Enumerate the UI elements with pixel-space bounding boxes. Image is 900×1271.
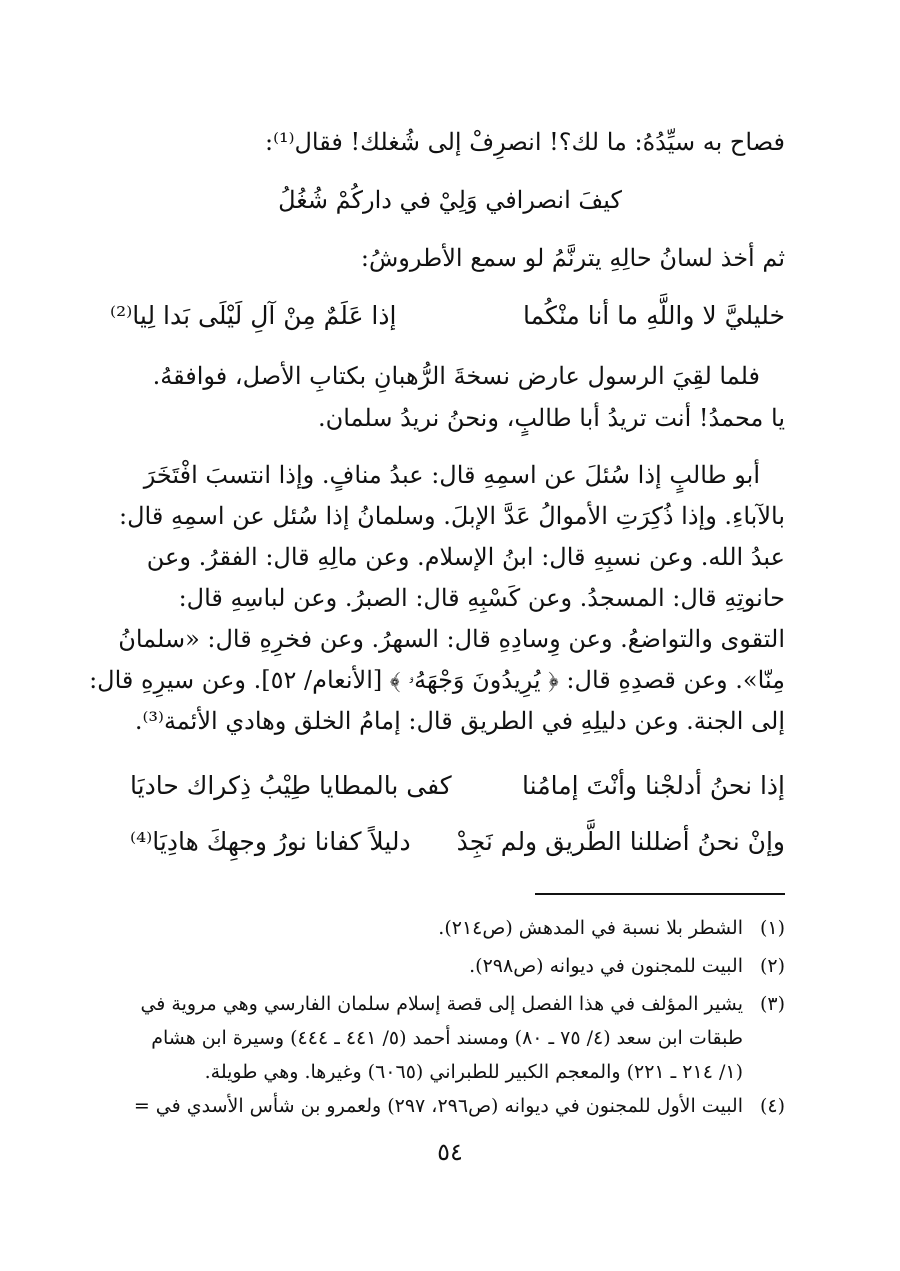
text-line: فلما لقِيَ الرسول عارض نسخةَ الرُّهبانِ بكتابِ الأصل، فوافقهُ. [152, 362, 760, 390]
footnote-separator [535, 893, 785, 895]
text-line: فصاح به سيِّدُهُ: ما لك؟! انصرِفْ إلى شُغلك! فقال⁽¹⁾: [264, 128, 785, 156]
footnote-continuation: (١/ ٢١٤ ـ ٢٢١) والمعجم الكبير للطبراني (٦٠٦٥) وغيرها. وهي طويلة. [204, 1061, 743, 1083]
verse-hemistich-right: وإنْ نحنُ أضللنا الطَّريق ولم نَجِدْ [456, 827, 785, 856]
verse-hemistich-left: إذا عَلَمٌ مِنْ آلِ لَيْلَى بَدا لِيا⁽²⁾ [110, 301, 397, 330]
footnote-number: (٤) [759, 1095, 785, 1117]
footnote-text: البيت للمجنون في ديوانه (ص٢٩٨). [469, 955, 743, 977]
text-line: ثم أخذ لسانُ حالِهِ يترنَّمُ لو سمع الأطروشُ: [360, 244, 785, 272]
text-line: حانوتِهِ قال: المسجدُ. وعن كَسْبِهِ قال: الصبرُ. وعن لباسِهِ قال: [178, 584, 785, 612]
verse-hemistich-left: كفى بالمطايا طِيْبُ ذِكراك حاديَا [130, 771, 452, 800]
footnote-text: الشطر بلا نسبة في المدهش (ص٢١٤). [438, 917, 743, 939]
text-line: أبو طالبٍ إذا سُئلَ عن اسمِهِ قال: عبدُ منافٍ. وإذا انتسبَ افْتَخَرَ [143, 461, 760, 489]
footnote-continuation: طبقات ابن سعد (٤/ ٧٥ ـ ٨٠) ومسند أحمد (٥/ ٤٤١ ـ ٤٤٤) وسيرة ابن هشام [151, 1027, 743, 1049]
verse-hemistich-right: خليليَّ لا واللَّهِ ما أنا منْكُما [522, 301, 785, 330]
text-line: مِنّا». وعن قصدِهِ قال: ﴿ يُرِيدُونَ وَجْهَهُۥ ﴾ [الأنعام/ ٥٢]. وعن سيرِهِ قال: [89, 666, 785, 694]
footnote [110, 1090, 785, 1122]
text-line: إلى الجنة. وعن دليلِهِ في الطريق قال: إمامُ الخلق وهادي الأئمة⁽³⁾. [134, 707, 785, 735]
footnote-number: (٢) [759, 955, 785, 977]
footnote-number: (١) [759, 917, 785, 939]
verse-hemistich-right: إذا نحنُ أدلجْنا وأنْتَ إمامُنا [522, 771, 785, 800]
footnote-text: يشير المؤلف في هذا الفصل إلى قصة إسلام سلمان الفارسي وهي مروية في [140, 993, 743, 1015]
verse-hemistich: كيفَ انصرافي وَلِيْ في داركُمْ شُغُلُ [278, 186, 622, 214]
footnote [110, 912, 785, 944]
footnote-text: البيت الأول للمجنون في ديوانه (ص٢٩٦، ٢٩٧) ولعمرو بن شأس الأسدي في = [133, 1095, 743, 1117]
footnote [110, 988, 785, 1020]
text-line: بالآباءِ. وإذا ذُكِرَتِ الأموالُ عَدَّ الإبلَ. وسلمانُ إذا سُئل عن اسمِهِ قال: [119, 502, 785, 530]
verse-hemistich-left: دليلاً كفانا نورُ وجهِكَ هادِيَا⁽⁴⁾ [130, 827, 411, 856]
footnote-number: (٣) [759, 993, 785, 1015]
footnote [110, 950, 785, 982]
text-line: عبدُ الله. وعن نسبِهِ قال: ابنُ الإسلام. وعن مالِهِ قال: الفقرُ. وعن [146, 543, 785, 571]
page-number: ٥٤ [437, 1138, 463, 1166]
text-line: يا محمدُ! أنت تريدُ أبا طالبٍ، ونحنُ نريدُ سلمان. [317, 404, 785, 432]
text-line: التقوى والتواضعُ. وعن وِسادِهِ قال: السهرُ. وعن فخرِهِ قال: «سلمانُ [118, 625, 785, 653]
